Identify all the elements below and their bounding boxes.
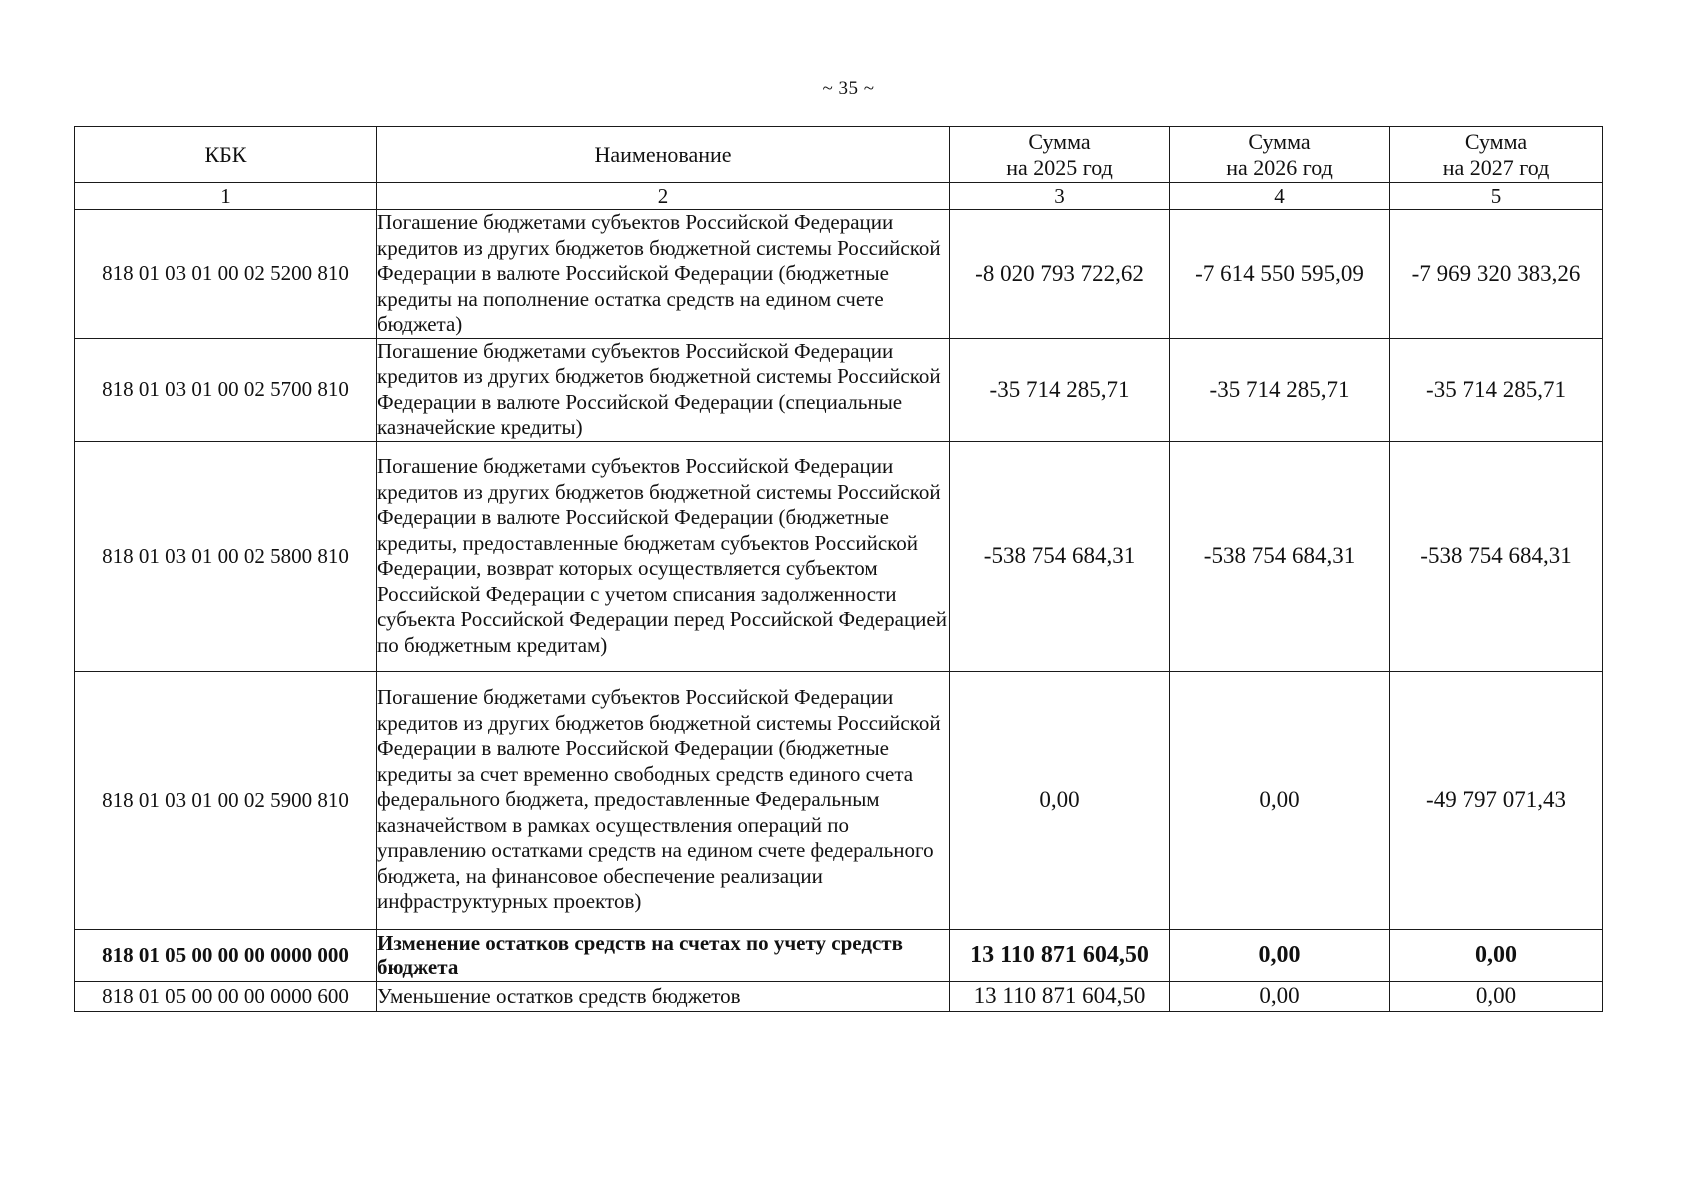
header-sum-2027-line2: на 2027 год	[1442, 154, 1550, 180]
row-kbk: 818 01 03 01 00 02 5900 810	[75, 671, 377, 929]
table-row-total	[75, 929, 1603, 981]
row-sum-2026: 0,00	[1170, 981, 1390, 1011]
header-sum-2026-line1: Сумма	[1248, 128, 1311, 154]
header-sum-2025-line2: на 2025 год	[1006, 154, 1113, 180]
row-sum-2027: 0,00	[1390, 929, 1603, 981]
header-sum-2027	[1390, 127, 1603, 183]
row-sum-2025: -35 714 285,71	[950, 338, 1170, 441]
header-name: Наименование	[377, 127, 950, 183]
row-name: Погашение бюджетами субъектов Российской Федерации кредитов из других бюджетов бюджетной системы Российской Федерации в валюте Российской Федерации (бюджетные кредиты за счет временно свободных средств единого счета федерального бюджета, предоставленные Федеральным казначейством в рамках осуществления операций по управлению остатками средств на едином счете федерального бюджета, на финансовое обеспечение реализации инфраструктурных проектов)	[377, 671, 950, 929]
column-number-row	[75, 183, 1603, 210]
budget-sources-table	[74, 126, 1603, 1012]
row-sum-2025: 13 110 871 604,50	[950, 929, 1170, 981]
row-kbk: 818 01 03 01 00 02 5700 810	[75, 338, 377, 441]
table-row	[75, 671, 1603, 929]
row-sum-2026: 0,00	[1170, 671, 1390, 929]
row-name: Погашение бюджетами субъектов Российской Федерации кредитов из других бюджетов бюджетной системы Российской Федерации в валюте Российской Федерации (бюджетные кредиты на пополнение остатка средств на едином счете бюджета)	[377, 210, 950, 339]
row-sum-2026: 0,00	[1170, 929, 1390, 981]
row-name: Уменьшение остатков средств бюджетов	[377, 981, 950, 1011]
row-sum-2026: -7 614 550 595,09	[1170, 210, 1390, 339]
table-header-row	[75, 127, 1603, 183]
row-sum-2026: -538 754 684,31	[1170, 441, 1390, 671]
row-sum-2027: 0,00	[1390, 981, 1603, 1011]
header-sum-2027-line1: Сумма	[1464, 128, 1528, 154]
header-sum-2026-line2: на 2026 год	[1226, 154, 1333, 180]
row-kbk: 818 01 03 01 00 02 5200 810	[75, 210, 377, 339]
header-sum-2025	[950, 127, 1170, 183]
table-row	[75, 441, 1603, 671]
header-kbk: КБК	[75, 127, 377, 183]
row-name: Изменение остатков средств на счетах по учету средств бюджета	[377, 929, 950, 981]
page-number: ~ 35 ~	[822, 78, 875, 99]
row-sum-2025: -8 020 793 722,62	[950, 210, 1170, 339]
table-row	[75, 981, 1603, 1011]
row-name: Погашение бюджетами субъектов Российской Федерации кредитов из других бюджетов бюджетной системы Российской Федерации в валюте Российской Федерации (бюджетные кредиты, предоставленные бюджетам субъектов Российской Федерации, возврат которых осуществляется субъектом Российской Федерации с учетом списания задолженности субъекта Российской Федерации перед Российской Федерацией по бюджетным кредитам)	[377, 441, 950, 671]
table-row	[75, 338, 1603, 441]
column-number: 3	[950, 183, 1170, 210]
table-row	[75, 210, 1603, 339]
row-sum-2027: -7 969 320 383,26	[1390, 210, 1603, 339]
column-number: 4	[1170, 183, 1390, 210]
row-name: Погашение бюджетами субъектов Российской Федерации кредитов из других бюджетов бюджетной системы Российской Федерации в валюте Российской Федерации (специальные казначейские кредиты)	[377, 338, 950, 441]
row-sum-2025: 0,00	[950, 671, 1170, 929]
row-sum-2027: -35 714 285,71	[1390, 338, 1603, 441]
row-sum-2025: 13 110 871 604,50	[950, 981, 1170, 1011]
row-sum-2025: -538 754 684,31	[950, 441, 1170, 671]
row-kbk: 818 01 03 01 00 02 5800 810	[75, 441, 377, 671]
header-sum-2025-line1: Сумма	[1028, 128, 1091, 154]
column-number: 2	[377, 183, 950, 210]
row-kbk: 818 01 05 00 00 00 0000 000	[75, 929, 377, 981]
row-sum-2027: -49 797 071,43	[1390, 671, 1603, 929]
row-kbk: 818 01 05 00 00 00 0000 600	[75, 981, 377, 1011]
row-sum-2027: -538 754 684,31	[1390, 441, 1603, 671]
column-number: 5	[1390, 183, 1603, 210]
header-sum-2026	[1170, 127, 1390, 183]
column-number: 1	[75, 183, 377, 210]
row-sum-2026: -35 714 285,71	[1170, 338, 1390, 441]
